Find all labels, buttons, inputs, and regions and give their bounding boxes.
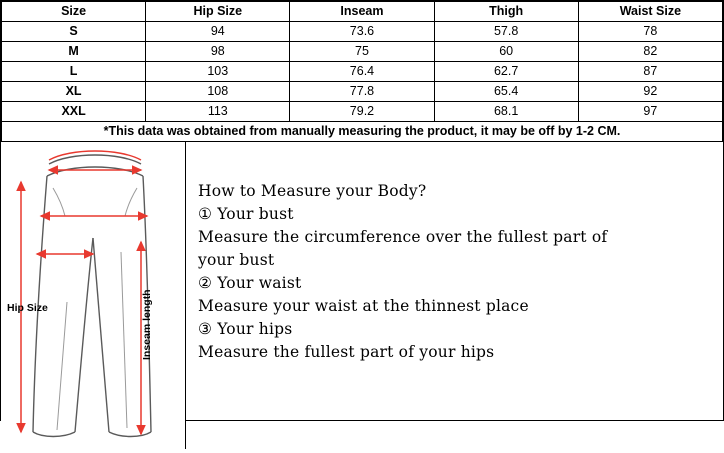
cell-thigh: 65.4: [434, 82, 578, 102]
cell-hip: 103: [146, 62, 290, 82]
pants-diagram: [1, 142, 186, 449]
inseam-length-label: Inseam length: [141, 289, 153, 360]
howto-line-5: Measure your waist at the thinnest place: [198, 296, 529, 315]
howto-line-1: ① Your bust: [198, 204, 294, 223]
howto-line-3: your bust: [198, 250, 275, 269]
cell-thigh: 68.1: [434, 102, 578, 122]
cell-inseam: 79.2: [290, 102, 434, 122]
lower-panel: [1, 142, 723, 449]
cell-hip: 94: [146, 22, 290, 42]
cell-thigh: 57.8: [434, 22, 578, 42]
howto-line-6: ③ Your hips: [198, 319, 293, 338]
how-to-measure-panel: [186, 142, 723, 449]
column-header-hip-size: Hip Size: [146, 2, 290, 22]
cell-inseam: 76.4: [290, 62, 434, 82]
pants-diagram-svg: [1, 142, 185, 448]
cell-waist: 82: [578, 42, 722, 62]
cell-thigh: 62.7: [434, 62, 578, 82]
howto-title: How to Measure your Body?: [198, 182, 427, 200]
table-row: [2, 42, 723, 62]
cell-size: XL: [2, 82, 146, 102]
cell-inseam: 73.6: [290, 22, 434, 42]
cell-size: S: [2, 22, 146, 42]
cell-size: M: [2, 42, 146, 62]
cell-size: XXL: [2, 102, 146, 122]
table-note-row: [2, 122, 723, 142]
cell-inseam: 77.8: [290, 82, 434, 102]
table-row: [2, 62, 723, 82]
column-header-size: Size: [2, 2, 146, 22]
hip-size-label: Hip Size: [7, 302, 48, 314]
cell-waist: 97: [578, 102, 722, 122]
column-header-inseam: Inseam: [290, 2, 434, 22]
measurement-note: *This data was obtained from manually measuring the product, it may be off by 1-2 CM.: [2, 122, 723, 142]
howto-line-7: Measure the fullest part of your hips: [198, 342, 495, 361]
cell-hip: 98: [146, 42, 290, 62]
cell-hip: 108: [146, 82, 290, 102]
table-header-row: [2, 2, 723, 22]
howto-line-2: Measure the circumference over the fullest part of: [198, 227, 608, 246]
table-row: [2, 22, 723, 42]
cell-waist: 92: [578, 82, 722, 102]
howto-line-4: ② Your waist: [198, 273, 302, 292]
cell-size: L: [2, 62, 146, 82]
size-table: [1, 1, 723, 142]
cell-hip: 113: [146, 102, 290, 122]
column-header-thigh: Thigh: [434, 2, 578, 22]
cell-waist: 78: [578, 22, 722, 42]
cell-thigh: 60: [434, 42, 578, 62]
table-row: [2, 102, 723, 122]
table-row: [2, 82, 723, 102]
cell-inseam: 75: [290, 42, 434, 62]
column-header-waist-size: Waist Size: [578, 2, 722, 22]
cell-waist: 87: [578, 62, 722, 82]
how-to-measure-text: [198, 180, 717, 364]
